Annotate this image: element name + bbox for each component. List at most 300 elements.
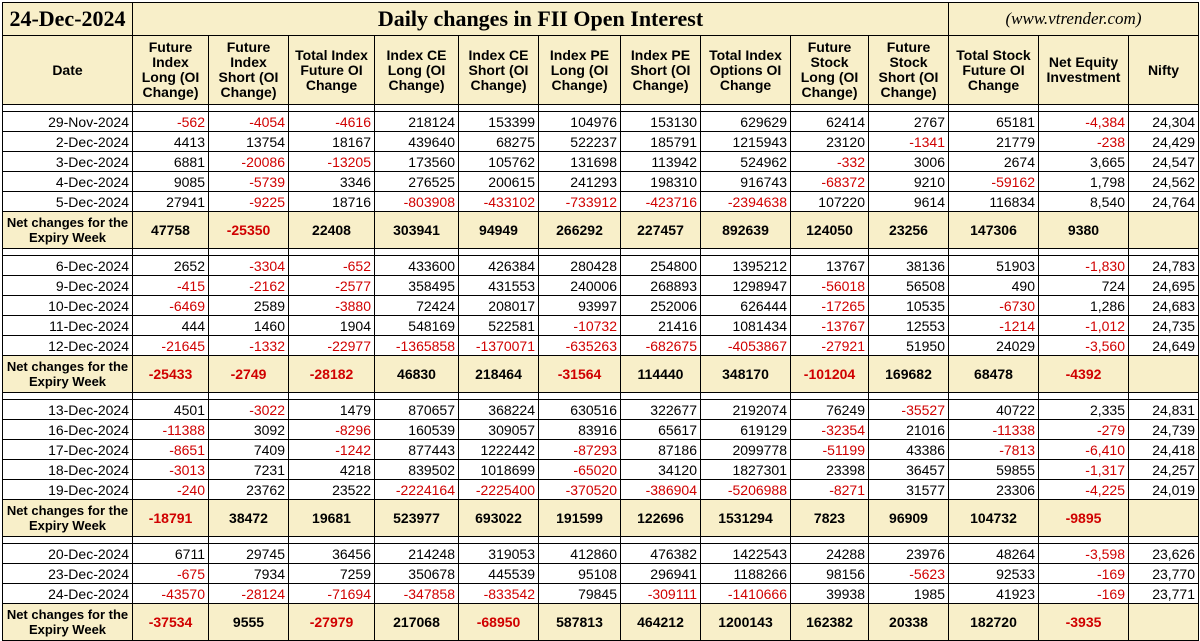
- value-cell: 309057: [459, 420, 539, 440]
- value-cell: 65181: [949, 112, 1039, 132]
- spacer-cell: [701, 537, 791, 544]
- net-value-cell: 191599: [539, 500, 621, 537]
- net-value-cell: 1531294: [701, 500, 791, 537]
- value-cell: 548169: [375, 316, 459, 336]
- value-cell: 1904: [289, 316, 375, 336]
- value-cell: 23976: [869, 544, 949, 564]
- report-date: 24-Dec-2024: [3, 3, 133, 36]
- value-cell: 34120: [621, 460, 701, 480]
- date-cell: 29-Nov-2024: [3, 112, 133, 132]
- spacer-cell: [289, 393, 375, 400]
- table-row: [3, 564, 1199, 584]
- value-cell: 426384: [459, 256, 539, 276]
- value-cell: 93997: [539, 296, 621, 316]
- value-cell: 2767: [869, 112, 949, 132]
- value-cell: -6730: [949, 296, 1039, 316]
- value-cell: -5623: [869, 564, 949, 584]
- value-cell: -11388: [133, 420, 209, 440]
- spacer-cell: [791, 105, 869, 112]
- net-value-cell: 94949: [459, 212, 539, 249]
- value-cell: -2224164: [375, 480, 459, 500]
- value-cell: -68372: [791, 172, 869, 192]
- value-cell: 1827301: [701, 460, 791, 480]
- column-header: Total Index Future OI Change: [289, 36, 375, 105]
- value-cell: -675: [133, 564, 209, 584]
- value-cell: 208017: [459, 296, 539, 316]
- value-cell: 83916: [539, 420, 621, 440]
- value-cell: 218124: [375, 112, 459, 132]
- value-cell: 65617: [621, 420, 701, 440]
- value-cell: 276525: [375, 172, 459, 192]
- value-cell: 1215943: [701, 132, 791, 152]
- spacer-cell: [3, 537, 133, 544]
- value-cell: -1370071: [459, 336, 539, 356]
- column-header: Index CE Short (OI Change): [459, 36, 539, 105]
- value-cell: 870657: [375, 400, 459, 420]
- value-cell: 350678: [375, 564, 459, 584]
- spacer-cell: [621, 105, 701, 112]
- net-value-cell: 162382: [791, 604, 869, 641]
- net-value-cell: 68478: [949, 356, 1039, 393]
- value-cell: -8296: [289, 420, 375, 440]
- value-cell: 24,735: [1129, 316, 1199, 336]
- value-cell: -169: [1039, 564, 1129, 584]
- value-cell: 1018699: [459, 460, 539, 480]
- value-cell: -35527: [869, 400, 949, 420]
- value-cell: 24,418: [1129, 440, 1199, 460]
- spacer-cell: [869, 249, 949, 256]
- spacer-cell: [1039, 393, 1129, 400]
- value-cell: -71694: [289, 584, 375, 604]
- spacer-cell: [289, 537, 375, 544]
- net-value-cell: -28182: [289, 356, 375, 393]
- date-cell: 3-Dec-2024: [3, 152, 133, 172]
- value-cell: 27941: [133, 192, 209, 212]
- spacer-cell: [459, 393, 539, 400]
- value-cell: -4,225: [1039, 480, 1129, 500]
- value-cell: 7231: [209, 460, 289, 480]
- value-cell: 358495: [375, 276, 459, 296]
- table-row: [3, 296, 1199, 316]
- value-cell: 23,626: [1129, 544, 1199, 564]
- value-cell: 79845: [539, 584, 621, 604]
- table-row: [3, 544, 1199, 564]
- value-cell: 153399: [459, 112, 539, 132]
- spacer-cell: [375, 249, 459, 256]
- date-cell: 16-Dec-2024: [3, 420, 133, 440]
- net-value-cell: -68950: [459, 604, 539, 641]
- value-cell: -2577: [289, 276, 375, 296]
- value-cell: -370520: [539, 480, 621, 500]
- value-cell: 23306: [949, 480, 1039, 500]
- net-value-cell: 96909: [869, 500, 949, 537]
- value-cell: 296941: [621, 564, 701, 584]
- net-value-cell: 104732: [949, 500, 1039, 537]
- value-cell: 3006: [869, 152, 949, 172]
- value-cell: -386904: [621, 480, 701, 500]
- value-cell: -3013: [133, 460, 209, 480]
- value-cell: -87293: [539, 440, 621, 460]
- value-cell: 1,798: [1039, 172, 1129, 192]
- value-cell: 198310: [621, 172, 701, 192]
- value-cell: -238: [1039, 132, 1129, 152]
- table-row: [3, 480, 1199, 500]
- value-cell: 280428: [539, 256, 621, 276]
- table-row: [3, 400, 1199, 420]
- value-cell: -6469: [133, 296, 209, 316]
- value-cell: 7934: [209, 564, 289, 584]
- value-cell: -682675: [621, 336, 701, 356]
- column-header: Future Stock Long (OI Change): [791, 36, 869, 105]
- net-value-cell: 38472: [209, 500, 289, 537]
- table-row: [3, 112, 1199, 132]
- date-cell: 2-Dec-2024: [3, 132, 133, 152]
- value-cell: -635263: [539, 336, 621, 356]
- net-value-cell: 227457: [621, 212, 701, 249]
- net-value-cell: 124050: [791, 212, 869, 249]
- spacer-cell: [289, 105, 375, 112]
- value-cell: 21016: [869, 420, 949, 440]
- value-cell: 629629: [701, 112, 791, 132]
- net-value-cell: 19681: [289, 500, 375, 537]
- value-cell: 9085: [133, 172, 209, 192]
- table-row: [3, 440, 1199, 460]
- value-cell: 241293: [539, 172, 621, 192]
- value-cell: -562: [133, 112, 209, 132]
- value-cell: 24,649: [1129, 336, 1199, 356]
- column-header: Net Equity Investment: [1039, 36, 1129, 105]
- value-cell: -4054: [209, 112, 289, 132]
- value-cell: 38136: [869, 256, 949, 276]
- net-value-cell: 587813: [539, 604, 621, 641]
- value-cell: 24,831: [1129, 400, 1199, 420]
- value-cell: -332: [791, 152, 869, 172]
- net-value-cell: -25350: [209, 212, 289, 249]
- spacer-cell: [209, 249, 289, 256]
- net-value-cell: 348170: [701, 356, 791, 393]
- spacer-cell: [949, 105, 1039, 112]
- net-value-cell: 182720: [949, 604, 1039, 641]
- value-cell: 62414: [791, 112, 869, 132]
- value-cell: 839502: [375, 460, 459, 480]
- spacer-cell: [375, 105, 459, 112]
- value-cell: 68275: [459, 132, 539, 152]
- value-cell: -423716: [621, 192, 701, 212]
- value-cell: 4413: [133, 132, 209, 152]
- value-cell: -4,384: [1039, 112, 1129, 132]
- net-value-cell: -101204: [791, 356, 869, 393]
- date-cell: 18-Dec-2024: [3, 460, 133, 480]
- net-value-cell: [1129, 356, 1199, 393]
- value-cell: 23,770: [1129, 564, 1199, 584]
- net-value-cell: [1129, 604, 1199, 641]
- fii-oi-table: [2, 2, 1199, 641]
- value-cell: -21645: [133, 336, 209, 356]
- net-label: Net changes for the Expiry Week: [3, 212, 133, 249]
- column-header: Future Index Short (OI Change): [209, 36, 289, 105]
- spacer-cell: [949, 537, 1039, 544]
- table-row: [3, 316, 1199, 336]
- value-cell: 2099778: [701, 440, 791, 460]
- value-cell: 23762: [209, 480, 289, 500]
- value-cell: 619129: [701, 420, 791, 440]
- value-cell: -1242: [289, 440, 375, 460]
- spacer-cell: [621, 393, 701, 400]
- net-value-cell: 523977: [375, 500, 459, 537]
- value-cell: 2652: [133, 256, 209, 276]
- value-cell: 36456: [289, 544, 375, 564]
- value-cell: 23120: [791, 132, 869, 152]
- value-cell: 439640: [375, 132, 459, 152]
- spacer-cell: [791, 249, 869, 256]
- value-cell: 9614: [869, 192, 949, 212]
- value-cell: 13767: [791, 256, 869, 276]
- value-cell: 39938: [791, 584, 869, 604]
- table-row: [3, 192, 1199, 212]
- spacer-cell: [791, 393, 869, 400]
- value-cell: 72424: [375, 296, 459, 316]
- value-cell: 6881: [133, 152, 209, 172]
- net-value-cell: 9380: [1039, 212, 1129, 249]
- value-cell: -1,012: [1039, 316, 1129, 336]
- value-cell: 24,783: [1129, 256, 1199, 276]
- value-cell: 4501: [133, 400, 209, 420]
- value-cell: 104976: [539, 112, 621, 132]
- spacer-cell: [133, 105, 209, 112]
- spacer-cell: [459, 249, 539, 256]
- net-value-cell: 147306: [949, 212, 1039, 249]
- website-credit: (www.vtrender.com): [949, 3, 1199, 36]
- spacer-cell: [375, 537, 459, 544]
- value-cell: 7409: [209, 440, 289, 460]
- value-cell: 43386: [869, 440, 949, 460]
- column-header: Total Index Options OI Change: [701, 36, 791, 105]
- value-cell: 116834: [949, 192, 1039, 212]
- value-cell: 31577: [869, 480, 949, 500]
- value-cell: -11338: [949, 420, 1039, 440]
- value-cell: 98156: [791, 564, 869, 584]
- value-cell: -13767: [791, 316, 869, 336]
- net-value-cell: 892639: [701, 212, 791, 249]
- value-cell: 9210: [869, 172, 949, 192]
- net-value-cell: 46830: [375, 356, 459, 393]
- net-value-cell: 7823: [791, 500, 869, 537]
- table-row: [3, 256, 1199, 276]
- net-value-cell: 218464: [459, 356, 539, 393]
- net-value-cell: -37534: [133, 604, 209, 641]
- spacer-cell: [133, 249, 209, 256]
- value-cell: 431553: [459, 276, 539, 296]
- value-cell: -51199: [791, 440, 869, 460]
- date-cell: 12-Dec-2024: [3, 336, 133, 356]
- value-cell: -733912: [539, 192, 621, 212]
- value-cell: 24,019: [1129, 480, 1199, 500]
- value-cell: 24,547: [1129, 152, 1199, 172]
- value-cell: -43570: [133, 584, 209, 604]
- value-cell: 240006: [539, 276, 621, 296]
- value-cell: -20086: [209, 152, 289, 172]
- value-cell: 1222442: [459, 440, 539, 460]
- date-cell: 4-Dec-2024: [3, 172, 133, 192]
- value-cell: -22977: [289, 336, 375, 356]
- fii-oi-report: [2, 2, 1198, 637]
- value-cell: 1298947: [701, 276, 791, 296]
- spacer-cell: [539, 537, 621, 544]
- value-cell: 41923: [949, 584, 1039, 604]
- value-cell: 12553: [869, 316, 949, 336]
- date-cell: 9-Dec-2024: [3, 276, 133, 296]
- value-cell: 268893: [621, 276, 701, 296]
- net-value-cell: -4392: [1039, 356, 1129, 393]
- net-value-cell: 114440: [621, 356, 701, 393]
- spacer-cell: [701, 249, 791, 256]
- value-cell: 522581: [459, 316, 539, 336]
- net-value-cell: -31564: [539, 356, 621, 393]
- table-row: [3, 420, 1199, 440]
- value-cell: 6711: [133, 544, 209, 564]
- value-cell: 2674: [949, 152, 1039, 172]
- value-cell: 56508: [869, 276, 949, 296]
- value-cell: -1,317: [1039, 460, 1129, 480]
- value-cell: 522237: [539, 132, 621, 152]
- value-cell: -65020: [539, 460, 621, 480]
- value-cell: 18167: [289, 132, 375, 152]
- value-cell: 23,771: [1129, 584, 1199, 604]
- value-cell: -1341: [869, 132, 949, 152]
- spacer-cell: [701, 105, 791, 112]
- value-cell: 2589: [209, 296, 289, 316]
- value-cell: -4616: [289, 112, 375, 132]
- value-cell: -347858: [375, 584, 459, 604]
- value-cell: 24,562: [1129, 172, 1199, 192]
- net-value-cell: [1129, 500, 1199, 537]
- value-cell: 24,257: [1129, 460, 1199, 480]
- spacer-cell: [1039, 249, 1129, 256]
- value-cell: -59162: [949, 172, 1039, 192]
- value-cell: 105762: [459, 152, 539, 172]
- value-cell: 51903: [949, 256, 1039, 276]
- value-cell: 4218: [289, 460, 375, 480]
- value-cell: -433102: [459, 192, 539, 212]
- value-cell: 1479: [289, 400, 375, 420]
- value-cell: 24029: [949, 336, 1039, 356]
- spacer-cell: [209, 105, 289, 112]
- spacer-cell: [949, 393, 1039, 400]
- value-cell: -56018: [791, 276, 869, 296]
- value-cell: 59855: [949, 460, 1039, 480]
- value-cell: -169: [1039, 584, 1129, 604]
- net-value-cell: 266292: [539, 212, 621, 249]
- spacer-cell: [459, 537, 539, 544]
- value-cell: 23398: [791, 460, 869, 480]
- net-value-cell: 22408: [289, 212, 375, 249]
- value-cell: 252006: [621, 296, 701, 316]
- spacer-cell: [869, 537, 949, 544]
- column-header: Index CE Long (OI Change): [375, 36, 459, 105]
- value-cell: 92533: [949, 564, 1039, 584]
- net-value-cell: 47758: [133, 212, 209, 249]
- spacer-cell: [701, 393, 791, 400]
- value-cell: 24,304: [1129, 112, 1199, 132]
- value-cell: -3022: [209, 400, 289, 420]
- value-cell: -1332: [209, 336, 289, 356]
- date-cell: 24-Dec-2024: [3, 584, 133, 604]
- value-cell: 24,683: [1129, 296, 1199, 316]
- net-value-cell: 1200143: [701, 604, 791, 641]
- value-cell: -4053867: [701, 336, 791, 356]
- table-row: [3, 152, 1199, 172]
- column-header: Future Index Long (OI Change): [133, 36, 209, 105]
- value-cell: 322677: [621, 400, 701, 420]
- value-cell: -9225: [209, 192, 289, 212]
- value-cell: -8651: [133, 440, 209, 460]
- spacer-cell: [1129, 393, 1199, 400]
- value-cell: 916743: [701, 172, 791, 192]
- value-cell: 21779: [949, 132, 1039, 152]
- date-cell: 17-Dec-2024: [3, 440, 133, 460]
- spacer-cell: [621, 537, 701, 544]
- value-cell: 1985: [869, 584, 949, 604]
- value-cell: 24,764: [1129, 192, 1199, 212]
- value-cell: 2,335: [1039, 400, 1129, 420]
- value-cell: 24,429: [1129, 132, 1199, 152]
- value-cell: -7813: [949, 440, 1039, 460]
- net-value-cell: 464212: [621, 604, 701, 641]
- spacer-cell: [791, 537, 869, 544]
- net-value-cell: -27979: [289, 604, 375, 641]
- spacer-cell: [621, 249, 701, 256]
- value-cell: 87186: [621, 440, 701, 460]
- net-expiry-week-row: [3, 356, 1199, 393]
- value-cell: -2162: [209, 276, 289, 296]
- value-cell: -279: [1039, 420, 1129, 440]
- table-row: [3, 584, 1199, 604]
- value-cell: -3,560: [1039, 336, 1129, 356]
- value-cell: -6,410: [1039, 440, 1129, 460]
- spacer-cell: [459, 105, 539, 112]
- date-cell: 6-Dec-2024: [3, 256, 133, 276]
- value-cell: 24,739: [1129, 420, 1199, 440]
- value-cell: 630516: [539, 400, 621, 420]
- net-value-cell: -25433: [133, 356, 209, 393]
- table-row: [3, 276, 1199, 296]
- value-cell: -10732: [539, 316, 621, 336]
- spacer-cell: [133, 537, 209, 544]
- spacer-cell: [1129, 105, 1199, 112]
- value-cell: 254800: [621, 256, 701, 276]
- spacer-cell: [539, 393, 621, 400]
- value-cell: 444: [133, 316, 209, 336]
- column-header: Index PE Short (OI Change): [621, 36, 701, 105]
- value-cell: -1214: [949, 316, 1039, 336]
- column-header: Total Stock Future OI Change: [949, 36, 1039, 105]
- value-cell: 626444: [701, 296, 791, 316]
- date-cell: 19-Dec-2024: [3, 480, 133, 500]
- date-cell: 23-Dec-2024: [3, 564, 133, 584]
- value-cell: 7259: [289, 564, 375, 584]
- value-cell: 8,540: [1039, 192, 1129, 212]
- net-value-cell: -2749: [209, 356, 289, 393]
- value-cell: 724: [1039, 276, 1129, 296]
- value-cell: 3346: [289, 172, 375, 192]
- net-value-cell: -3935: [1039, 604, 1129, 641]
- table-row: [3, 172, 1199, 192]
- net-value-cell: -18791: [133, 500, 209, 537]
- value-cell: -8271: [791, 480, 869, 500]
- date-cell: 10-Dec-2024: [3, 296, 133, 316]
- value-cell: 24288: [791, 544, 869, 564]
- value-cell: -833542: [459, 584, 539, 604]
